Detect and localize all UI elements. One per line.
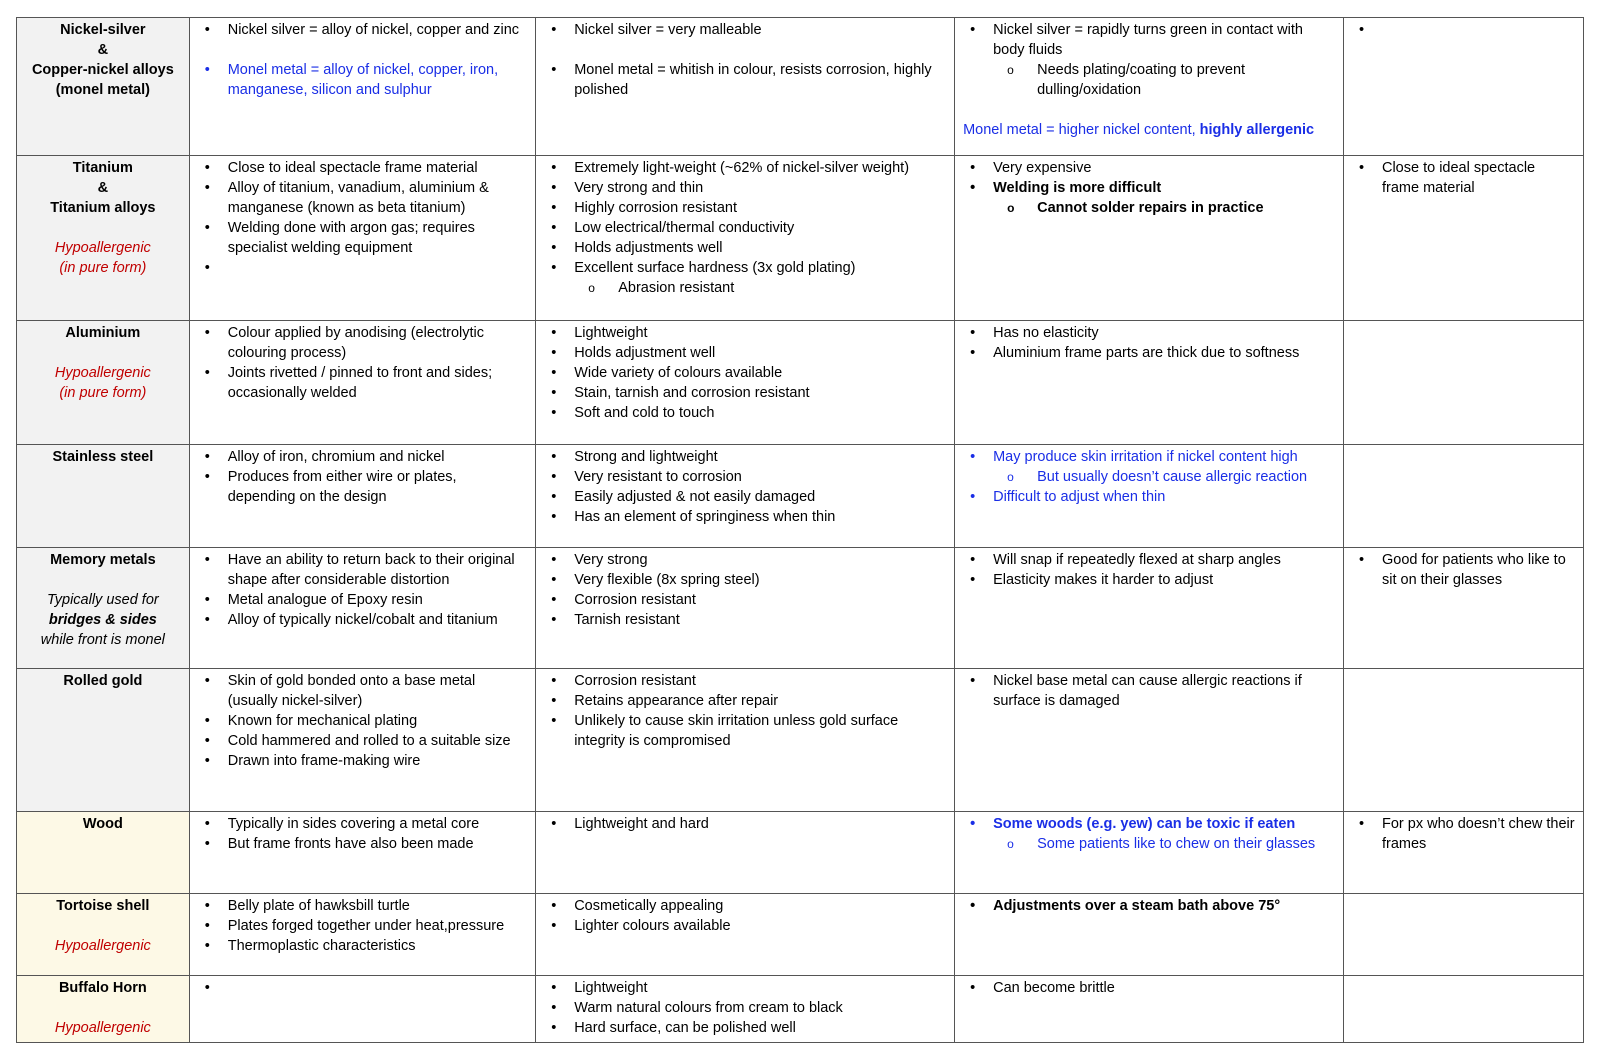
table-row [17,321,1584,445]
composition-cell [189,18,535,156]
hypoallergenic-label: (in pure form) [59,260,147,277]
list-item: • Monel metal = alloy of nickel, copper, iron, manganese, silicon and sulphur [228,60,527,100]
list-item: • But frame fronts have also been made [228,834,527,854]
notes-cell [1343,893,1583,975]
list-item: • Elasticity makes it harder to adjust [993,570,1335,590]
list-item: • Very flexible (8x spring steel) [574,570,946,590]
table-row [17,668,1584,811]
list-item: • Close to ideal spectacle frame material [1382,158,1575,198]
notes-cell [1343,548,1583,668]
list-item: • Excellent surface hardness (3x gold plating) [574,258,946,278]
list-item: • Hard surface, can be polished well [574,1018,946,1038]
list-item: • Plates forged together under heat,pressure [228,916,527,936]
list-item: • Nickel silver = alloy of nickel, copper and zinc [228,20,527,40]
material-name-cell [17,445,190,548]
list-item: • Corrosion resistant [574,590,946,610]
list-item: • Retains appearance after repair [574,691,946,711]
list-item [1382,20,1575,40]
advantages-cell [536,445,955,548]
list-item: • Cold hammered and rolled to a suitable size [228,731,527,751]
list-item [228,978,527,998]
sub-list-item: o Cannot solder repairs in practice [1037,198,1335,218]
hypoallergenic-label: (in pure form) [59,385,147,402]
list-item: • Joints rivetted / pinned to front and sides; occasionally welded [228,363,527,403]
material-name-cell [17,975,190,1042]
list-item: • Low electrical/thermal conductivity [574,218,946,238]
list-item: • Very strong [574,550,946,570]
material-name: Rolled gold [63,672,143,689]
disadvantages-cell [955,18,1344,156]
list-item: • Lightweight and hard [574,814,946,834]
list-item: • Warm natural colours from cream to black [574,998,946,1018]
advantages-cell [536,548,955,668]
material-name-cell [17,18,190,156]
materials-table [16,17,1584,1043]
disadvantages-cell [955,321,1344,445]
composition-cell [189,156,535,321]
table-row [17,811,1584,893]
advantages-cell [536,321,955,445]
list-item: • Cosmetically appealing [574,896,946,916]
material-name: Memory metals [50,552,156,569]
material-name: Buffalo Horn [58,979,147,996]
list-item: • Holds adjustments well [574,238,946,258]
hypoallergenic-label: Hypoallergenic [54,937,151,954]
notes-cell [1343,18,1583,156]
material-name: Wood [82,815,123,832]
list-item: • Metal analogue of Epoxy resin [228,590,527,610]
material-name-cell [17,893,190,975]
disadvantages-cell [955,975,1344,1042]
notes-cell [1343,321,1583,445]
list-item: • Lighter colours available [574,916,946,936]
list-item: • Difficult to adjust when thin [993,487,1335,507]
list-item: • For px who doesn’t chew their frames [1382,814,1575,854]
advantages-cell [536,975,955,1042]
list-item: • Have an ability to return back to their original shape after considerable distortion [228,550,527,590]
sub-list-item: o Abrasion resistant [618,278,946,298]
list-item: • Known for mechanical plating [228,711,527,731]
composition-cell [189,321,535,445]
list-item: • Typically in sides covering a metal core [228,814,527,834]
list-item: • Has no elasticity [993,323,1335,343]
table-row [17,893,1584,975]
list-item: • Drawn into frame-making wire [228,751,527,771]
list-item: • Soft and cold to touch [574,403,946,423]
list-item: • Lightweight [574,978,946,998]
composition-cell [189,668,535,811]
disadvantages-cell [955,893,1344,975]
disadvantages-cell [955,156,1344,321]
usage-note: while front is monel [40,632,165,649]
list-item: • May produce skin irritation if nickel content high [993,447,1335,467]
material-name: Aluminium [65,325,141,342]
material-name: Copper-nickel alloys [31,62,174,78]
material-name-cell [17,811,190,893]
sub-list-item: o Some patients like to chew on their glasses [1037,834,1335,854]
list-item: • Easily adjusted & not easily damaged [574,487,946,507]
list-item: • Very strong and thin [574,178,946,198]
list-item: • Alloy of titanium, vanadium, aluminium & manganese (known as beta titanium) [228,178,527,218]
list-item: • Belly plate of hawksbill turtle [228,896,527,916]
list-item: • Alloy of typically nickel/cobalt and titanium [228,610,527,630]
composition-cell [189,893,535,975]
disadvantages-cell [955,668,1344,811]
material-name: Stainless steel [52,449,154,466]
list-item: • Very expensive [993,158,1335,178]
list-item: • Nickel silver = rapidly turns green in contact with body fluids [993,20,1335,60]
list-item: • Adjustments over a steam bath above 75° [993,896,1335,916]
notes-cell [1343,811,1583,893]
list-item: • Nickel base metal can cause allergic reactions if surface is damaged [993,671,1335,711]
list-item [228,258,527,278]
list-item: • Good for patients who like to sit on their glasses [1382,550,1575,590]
disadvantages-cell [955,548,1344,668]
material-name: Nickel-silver [60,22,146,38]
material-name-cell [17,668,190,811]
composition-cell [189,548,535,668]
hypoallergenic-label: Hypoallergenic [54,365,151,382]
table-row [17,975,1584,1042]
material-name-cell [17,321,190,445]
advantages-cell [536,18,955,156]
list-item: • Some woods (e.g. yew) can be toxic if eaten [993,814,1335,834]
notes-cell [1343,156,1583,321]
material-name: Titanium alloys [50,200,156,217]
notes-cell [1343,445,1583,548]
sub-list-item: o But usually doesn’t cause allergic reaction [1037,467,1335,487]
list-item: • Extremely light-weight (~62% of nickel-silver weight) [574,158,946,178]
list-item: • Welding done with argon gas; requires specialist welding equipment [228,218,527,258]
material-name: Titanium [72,160,133,177]
material-name: Tortoise shell [56,897,150,914]
list-item: • Tarnish resistant [574,610,946,630]
table-row [17,445,1584,548]
material-name: & [97,180,109,197]
material-name: (monel metal) [55,82,150,98]
material-name-cell [17,156,190,321]
list-item: • Nickel silver = very malleable [574,20,946,40]
list-item: • Stain, tarnish and corrosion resistant [574,383,946,403]
disadvantages-cell [955,811,1344,893]
list-item: • Thermoplastic characteristics [228,936,527,956]
list-item: • Corrosion resistant [574,671,946,691]
composition-cell [189,445,535,548]
notes-cell [1343,975,1583,1042]
list-item: • Skin of gold bonded onto a base metal (usually nickel-silver) [228,671,527,711]
note-text: Monel metal = higher nickel content, highly allergenic [963,122,1315,138]
list-item: • Close to ideal spectacle frame material [228,158,527,178]
list-item: • Monel metal = whitish in colour, resists corrosion, highly polished [574,60,946,100]
advantages-cell [536,668,955,811]
disadvantages-cell [955,445,1344,548]
list-item: • Has an element of springiness when thin [574,507,946,527]
usage-note: bridges & sides [48,612,157,629]
list-item: • Will snap if repeatedly flexed at sharp angles [993,550,1335,570]
list-item: • Aluminium frame parts are thick due to softness [993,343,1335,363]
sub-list-item: o Needs plating/coating to prevent dulling/oxidation [1037,60,1335,100]
list-item: • Unlikely to cause skin irritation unless gold surface integrity is compromised [574,711,946,751]
usage-note: Typically used for [46,592,159,609]
list-item: • Very resistant to corrosion [574,467,946,487]
list-item: • Can become brittle [993,978,1335,998]
list-item: • Alloy of iron, chromium and nickel [228,447,527,467]
hypoallergenic-label: Hypoallergenic [54,1019,151,1036]
table-row [17,18,1584,156]
list-item: • Highly corrosion resistant [574,198,946,218]
list-item: • Wide variety of colours available [574,363,946,383]
material-name: & [97,42,109,58]
list-item: • Welding is more difficult [993,178,1335,198]
notes-cell [1343,668,1583,811]
list-item: • Holds adjustment well [574,343,946,363]
list-item: • Lightweight [574,323,946,343]
table-row [17,548,1584,668]
advantages-cell [536,811,955,893]
composition-cell [189,811,535,893]
list-item: • Strong and lightweight [574,447,946,467]
advantages-cell [536,156,955,321]
list-item: • Produces from either wire or plates, depending on the design [228,467,527,507]
hypoallergenic-label: Hypoallergenic [54,240,151,257]
advantages-cell [536,893,955,975]
table-row [17,156,1584,321]
composition-cell [189,975,535,1042]
material-name-cell [17,548,190,668]
list-item: • Colour applied by anodising (electrolytic colouring process) [228,323,527,363]
